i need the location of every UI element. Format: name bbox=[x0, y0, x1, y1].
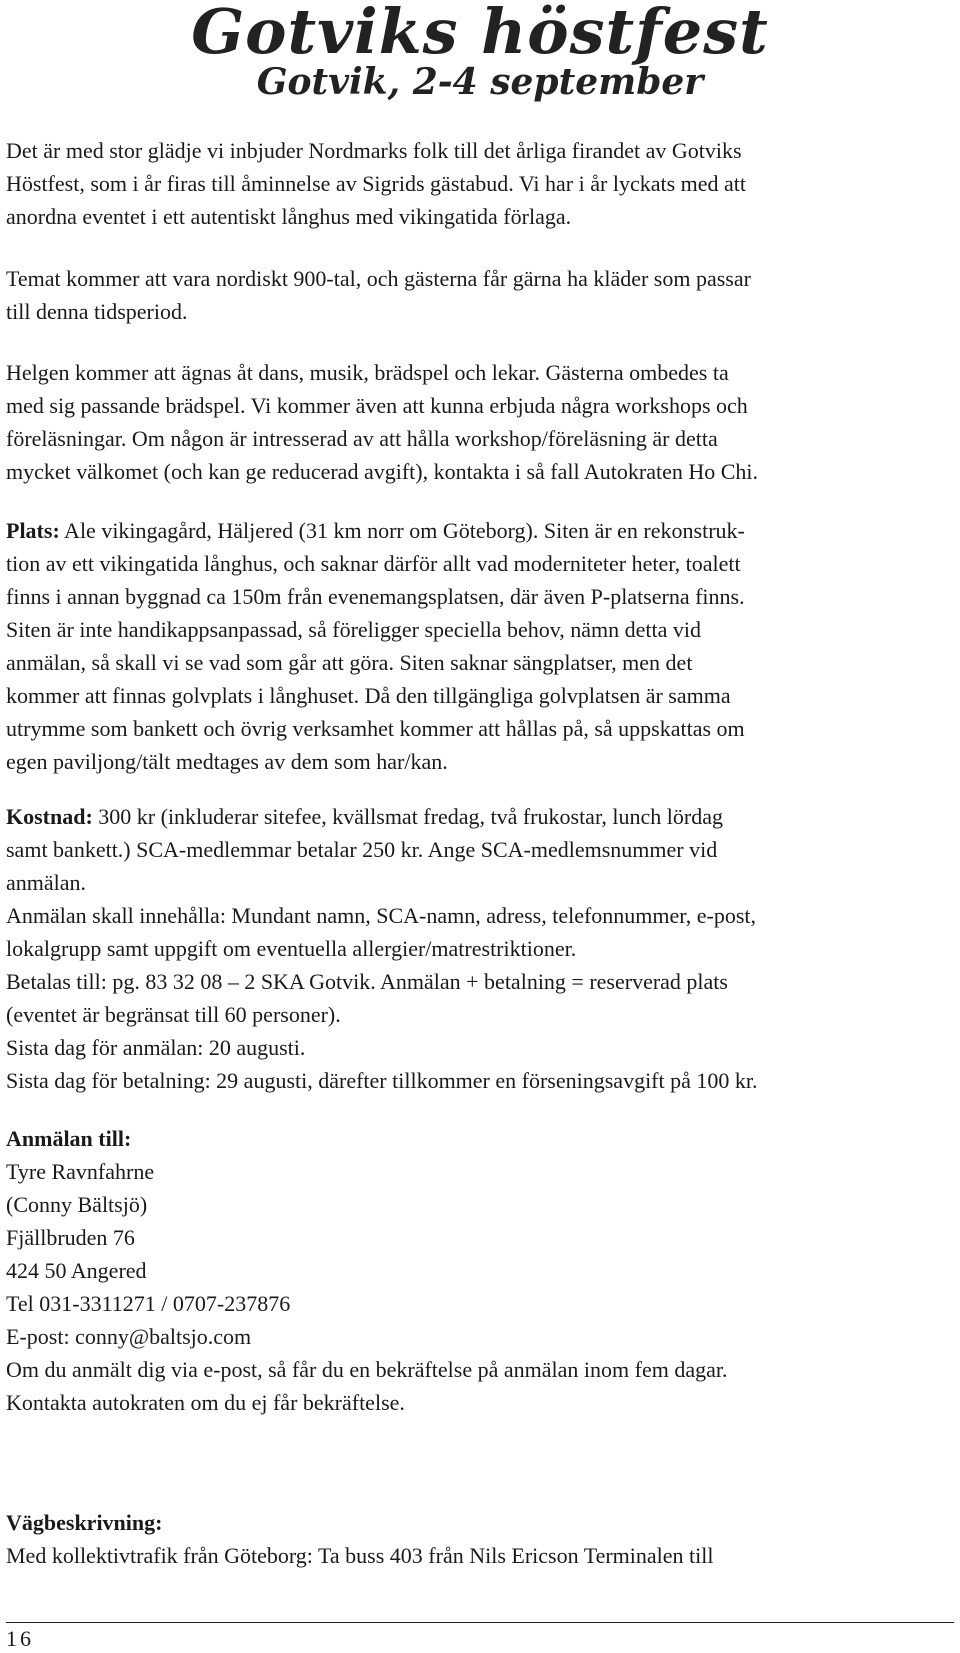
text-line: anmälan, så skall vi se vad som går att göra. Siten saknar sängplatser, men det bbox=[6, 650, 693, 675]
text-line: Temat kommer att vara nordiskt 900-tal, och gästerna får gärna ha kläder som passar bbox=[6, 266, 751, 291]
registration-label: Anmälan till: bbox=[6, 1126, 132, 1151]
text-line: (eventet är begränsat till 60 personer). bbox=[6, 1002, 341, 1027]
text-line: Kontakta autokraten om du ej får bekräftelse. bbox=[6, 1390, 405, 1415]
directions-label: Vägbeskrivning: bbox=[6, 1510, 163, 1535]
cost-label: Kostnad: bbox=[6, 804, 93, 829]
place-paragraph bbox=[6, 514, 956, 778]
footer-divider bbox=[6, 1622, 954, 1623]
cost-first-line: 300 kr (inkluderar sitefee, kvällsmat fredag, två frukostar, lunch lördag bbox=[92, 804, 723, 829]
text-line bbox=[6, 800, 956, 833]
program-paragraph bbox=[6, 356, 956, 488]
page-number: 16 bbox=[6, 1626, 34, 1651]
text-line: Helgen kommer att ägnas åt dans, musik, brädspel och lekar. Gästerna ombedes ta bbox=[6, 360, 729, 385]
text-line: samt bankett.) SCA-medlemmar betalar 250 kr. Ange SCA-medlemsnummer vid bbox=[6, 837, 718, 862]
text-line: Med kollektivtrafik från Göteborg: Ta buss 403 från Nils Ericson Terminalen till bbox=[6, 1543, 714, 1568]
text-line: Betalas till: pg. 83 32 08 – 2 SKA Gotvik. Anmälan + betalning = reserverad plats bbox=[6, 969, 728, 994]
text-line: 424 50 Angered bbox=[6, 1258, 147, 1283]
place-label: Plats: bbox=[6, 518, 60, 543]
text-line: med sig passande brädspel. Vi kommer även att kunna erbjuda några workshops och bbox=[6, 393, 748, 418]
text-line: Anmälan skall innehålla: Mundant namn, SCA-namn, adress, telefonnummer, e-post, bbox=[6, 903, 757, 928]
place-first-line: Ale vikingagård, Häljered (31 km norr om Göteborg). Siten är en rekonstruk- bbox=[59, 518, 745, 543]
text-line: kommer att finnas golvplats i långhuset. Då den tillgängliga golvplatsen är samma bbox=[6, 683, 731, 708]
text-line: (Conny Bältsjö) bbox=[6, 1192, 148, 1217]
text-line: anordna eventet i ett autentiskt långhus med vikingatida förlaga. bbox=[6, 204, 572, 229]
text-line: Siten är inte handikappsanpassad, så föreligger speciella behov, nämn detta vid bbox=[6, 617, 702, 642]
text-line: tion av ett vikingatida långhus, och saknar därför allt vad moderniteter heter, toalett bbox=[6, 551, 741, 576]
text-line: Det är med stor glädje vi inbjuder Nordmarks folk till det årliga firandet av Gotviks bbox=[6, 138, 742, 163]
page-subtitle: Gotvik, 2-4 september bbox=[256, 61, 704, 103]
text-line: lokalgrupp samt uppgift om eventuella allergier/matrestriktioner. bbox=[6, 936, 577, 961]
text-line: Tel 031-3311271 / 0707-237876 bbox=[6, 1291, 291, 1316]
text-line: E-post: conny@baltsjo.com bbox=[6, 1324, 252, 1349]
page-title: Gotviks höstfest bbox=[191, 0, 769, 68]
text-line: Höstfest, som i år firas till åminnelse av Sigrids gästabud. Vi har i år lyckats med att bbox=[6, 171, 747, 196]
text-line: Sista dag för betalning: 29 augusti, därefter tillkommer en förseningsavgift på 100 kr. bbox=[6, 1068, 758, 1093]
intro-paragraph bbox=[6, 134, 956, 233]
text-line: mycket välkomet (och kan ge reducerad avgift), kontakta i så fall Autokraten Ho Chi. bbox=[6, 459, 759, 484]
text-line: utrymme som bankett och övrig verksamhet kommer att hållas på, så uppskattas om bbox=[6, 716, 745, 741]
registration-paragraph bbox=[6, 1122, 956, 1419]
text-line: Sista dag för anmälan: 20 augusti. bbox=[6, 1035, 306, 1060]
text-line: Fjällbruden 76 bbox=[6, 1225, 135, 1250]
directions-paragraph bbox=[6, 1506, 956, 1572]
cost-paragraph bbox=[6, 800, 956, 1097]
text-line: Om du anmält dig via e-post, så får du en bekräftelse på anmälan inom fem dagar. bbox=[6, 1357, 728, 1382]
text-line: till denna tidsperiod. bbox=[6, 299, 188, 324]
text-line: anmälan. bbox=[6, 870, 87, 895]
text-line bbox=[6, 514, 956, 547]
theme-paragraph bbox=[6, 262, 956, 328]
text-line: Tyre Ravnfahrne bbox=[6, 1159, 155, 1184]
text-line: föreläsningar. Om någon är intresserad av att hålla workshop/föreläsning är detta bbox=[6, 426, 718, 451]
text-line: finns i annan byggnad ca 150m från evenemangsplatsen, där även P-platserna finns. bbox=[6, 584, 745, 609]
text-line: egen paviljong/tält medtages av dem som har/kan. bbox=[6, 749, 448, 774]
